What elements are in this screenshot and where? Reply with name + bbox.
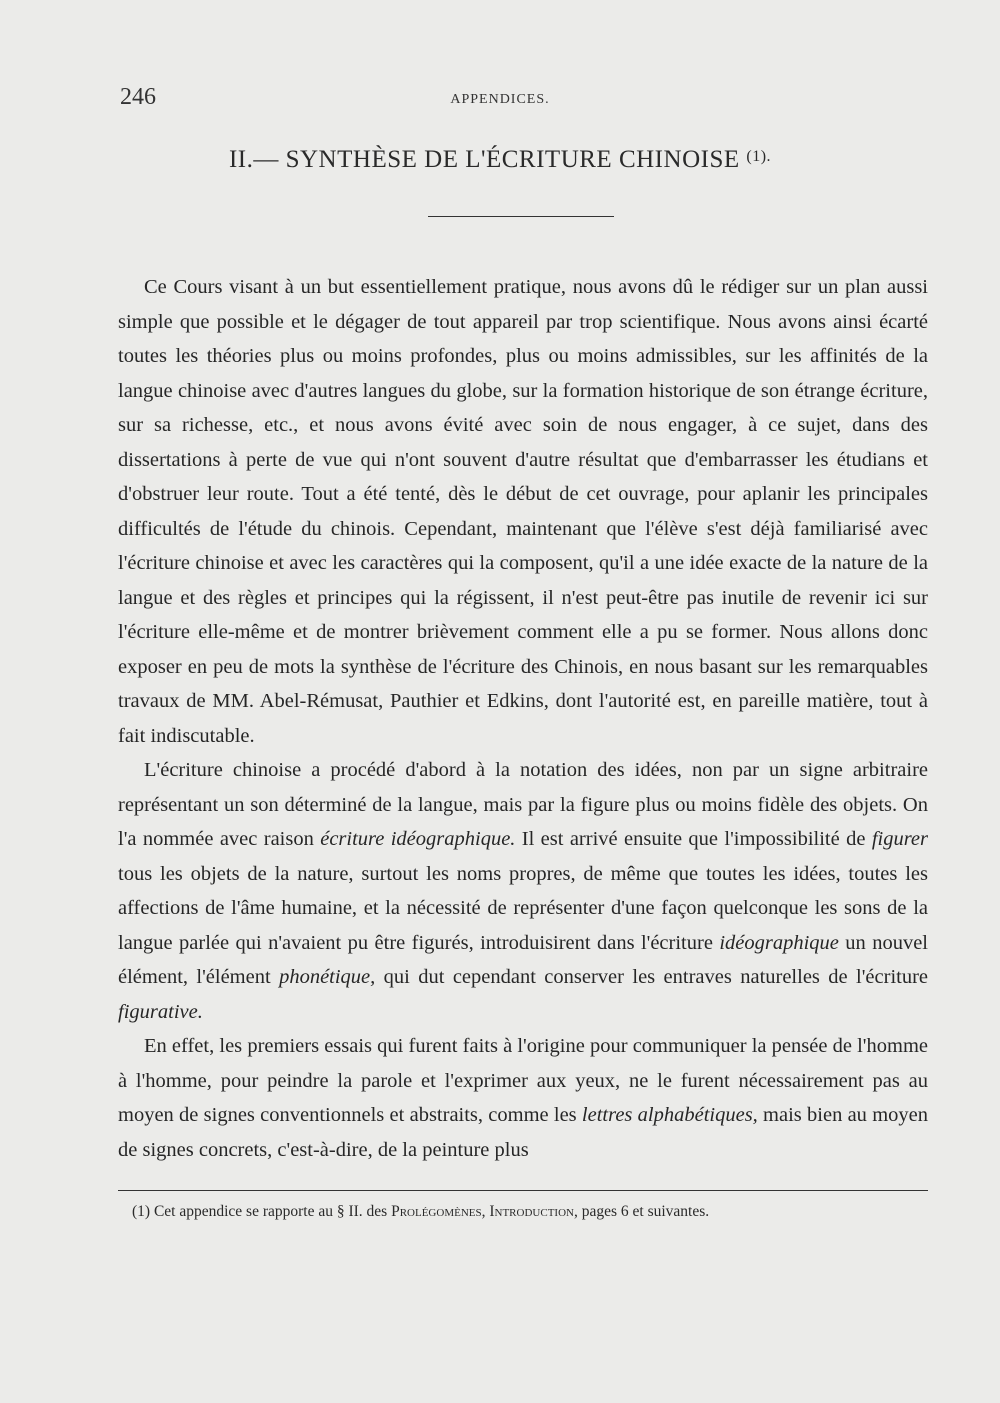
- text-run: qui dut cependant conserver les entraves naturelles de l'écriture: [375, 966, 929, 988]
- paragraph-3: [118, 1029, 928, 1167]
- title-rule: [428, 216, 614, 217]
- italic-run: figurative.: [118, 1000, 203, 1023]
- section-title-text: II.— SYNTHÈSE DE L'ÉCRITURE CHINOISE: [228, 146, 740, 173]
- italic-run: figurer: [871, 828, 928, 850]
- paragraph-2: [118, 753, 928, 1029]
- text-run: tous les objets de la nature, surtout les noms propres, de même que toutes les idées, toutes les affections de l'âme humaine, et la nécessité de représenter d'une façon quelconque les sons de la langue parlée qui n'avaient pu être figurés, introduisirent dans l'écriture: [118, 862, 928, 954]
- footnote-marker: (1): [132, 1203, 151, 1220]
- paragraph-1: Ce Cours visant à un but essentiellement pratique, nous avons dû le rédiger sur un plan aussi simple que possible et le dégager de tout appareil par trop scientifique. Nous avons ainsi écarté toutes les théories plus ou moins profondes, plus ou moins admissibles, sur les affinités de la langue chinoise avec d'autres langues du globe, sur la formation historique de son étrange écriture, sur sa richesse, etc., et nous avons évité avec soin de nous engager, à ce sujet, dans des dissertations à perte de vue qui n'ont souvent d'autre résultat que d'embarrasser les étudians et d'obstruer leur route. Tout a été tenté, dès le début de cet ouvrage, pour aplanir les principales difficultés de l'étude du chinois. Cependant, maintenant que l'élève s'est déjà familiarisé avec l'écriture chinoise et avec les caractères qui la composent, qu'il a une idée exacte de la nature de la langue et des règles et principes qui la régissent, il n'est peut-être pas inutile de revenir ici sur l'écriture elle-même et de montrer brièvement comment elle a pu se former. Nous allons donc exposer en peu de mots la synthèse de l'écriture des Chinois, en nous basant sur les remarquables travaux de MM. Abel-Rémusat, Pauthier et Edkins, dont l'autorité est, en pareille matière, tout à fait indiscutable.: [118, 276, 928, 747]
- text-run: Cet appendice se rapporte au § II. des: [153, 1203, 392, 1220]
- italic-run: phonétique,: [279, 966, 376, 988]
- footnote-reference: (1).: [746, 148, 772, 165]
- italic-run: écriture idéographique.: [320, 828, 516, 850]
- italic-run: lettres alphabétiques,: [581, 1104, 758, 1126]
- text-run: ,: [481, 1203, 490, 1220]
- footnote-rule: [118, 1190, 928, 1191]
- italic-run: idéographique: [719, 931, 839, 954]
- page-number: 246: [120, 84, 156, 110]
- footnote: [132, 1203, 922, 1221]
- text-run: En effet, les premiers essais qui furent faits à l'origine pour communiquer la pensée de l'homme à l'homme, pour peindre la parole et l'exprimer aux yeux, ne le furent nécessairement pas au moyen de signes conventionnels et abstraits, comme les: [118, 1035, 928, 1126]
- text-run: mais bien au moyen de signes concrets, c'est-à-dire, de la peinture plus: [118, 1104, 928, 1161]
- text-run: Il est arrivé ensuite que l'impossibilité de: [515, 828, 872, 850]
- small-caps-run: Prolégomènes: [391, 1203, 482, 1220]
- section-title: [0, 146, 1000, 174]
- small-caps-run: Introduction: [489, 1203, 574, 1220]
- text-run: , pages 6 et suivantes.: [573, 1203, 710, 1220]
- text-run: un nouvel élément, l'élément: [118, 931, 929, 988]
- running-head: APPENDICES.: [450, 92, 550, 107]
- text-run: L'écriture chinoise a procédé d'abord à la notation des idées, non par un signe arbitraire représentant un son déterminé de la langue, mais par la figure plus ou moins fidèle des objets. On l'a nommée avec raison: [118, 759, 928, 850]
- body-text: [118, 270, 928, 1167]
